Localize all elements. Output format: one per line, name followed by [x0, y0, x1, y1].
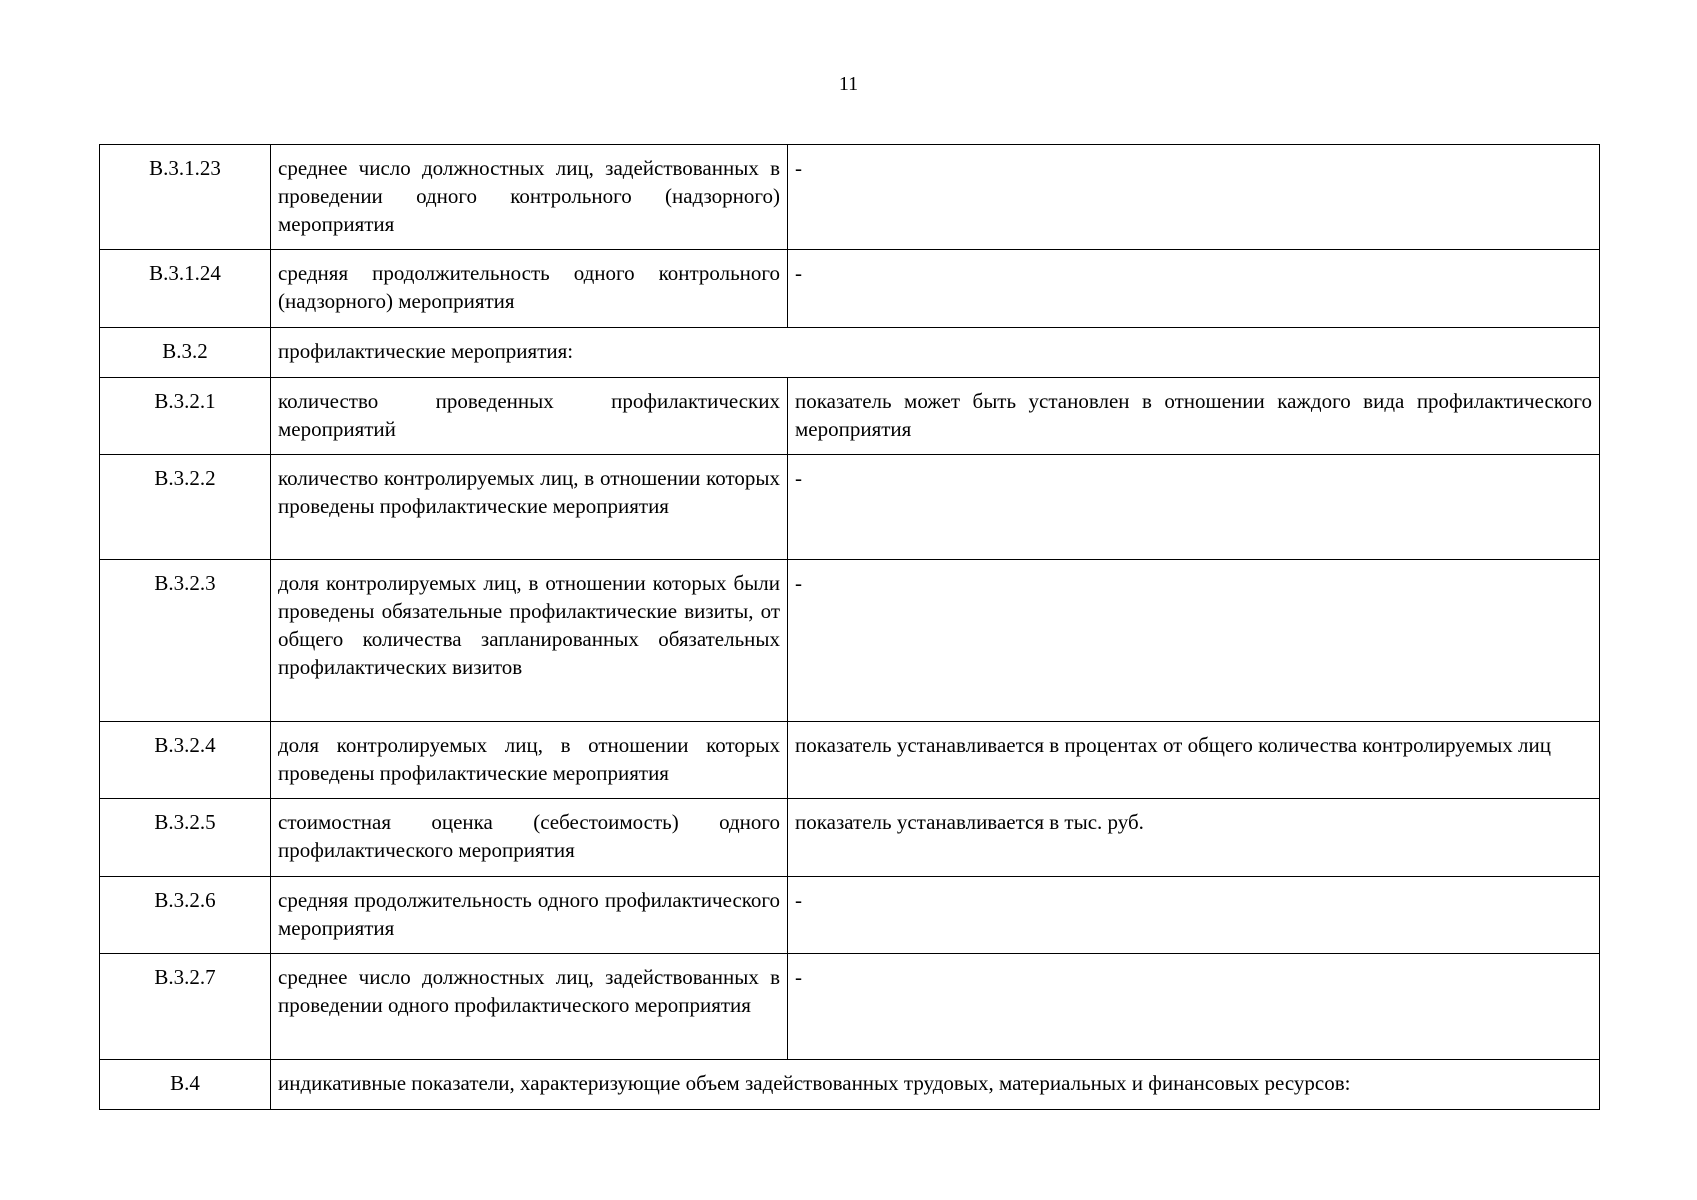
row-name: количество контролируемых лиц, в отношении которых проведены профилактические мероприятия — [271, 455, 788, 560]
row-name: средняя продолжительность одного профилактического мероприятия — [271, 877, 788, 954]
table-row — [100, 877, 1600, 954]
row-code: В.3.1.23 — [100, 145, 271, 250]
row-code: В.3.2.6 — [100, 877, 271, 954]
row-code: В.3.2.4 — [100, 722, 271, 799]
row-name: среднее число должностных лиц, задействованных в проведении одного профилактического мероприятия — [271, 954, 788, 1060]
page-number: 11 — [838, 73, 859, 95]
table-row — [100, 722, 1600, 799]
row-name: средняя продолжительность одного контрольного (надзорного) мероприятия — [271, 250, 788, 328]
row-note: - — [788, 560, 1600, 722]
row-note: показатель может быть установлен в отношении каждого вида профилактического мероприятия — [788, 378, 1600, 455]
table-row — [100, 455, 1600, 560]
row-code: В.3.2 — [100, 328, 271, 378]
table-row — [100, 250, 1600, 328]
section-heading: индикативные показатели, характеризующие объем задействованных трудовых, материальных и финансовых ресурсов: — [271, 1060, 1600, 1110]
table-row — [100, 799, 1600, 877]
row-note: показатель устанавливается в тыс. руб. — [788, 799, 1600, 877]
row-name: доля контролируемых лиц, в отношении которых проведены профилактические мероприятия — [271, 722, 788, 799]
row-note: - — [788, 455, 1600, 560]
row-code: В.3.2.2 — [100, 455, 271, 560]
row-name: стоимостная оценка (себестоимость) одного профилактического мероприятия — [271, 799, 788, 877]
table-row — [100, 560, 1600, 722]
row-name: количество проведенных профилактических мероприятий — [271, 378, 788, 455]
table-row — [100, 954, 1600, 1060]
row-name: доля контролируемых лиц, в отношении которых были проведены обязательные профилактические визиты, от общего количества запланированных обязательных профилактических визитов — [271, 560, 788, 722]
row-code: В.3.2.5 — [100, 799, 271, 877]
indicators-table — [99, 144, 1600, 1110]
table-row — [100, 145, 1600, 250]
row-note: - — [788, 250, 1600, 328]
row-note: - — [788, 145, 1600, 250]
table-row — [100, 1060, 1600, 1110]
section-heading: профилактические мероприятия: — [271, 328, 1600, 378]
table-row — [100, 378, 1600, 455]
row-code: В.3.2.1 — [100, 378, 271, 455]
row-note: - — [788, 877, 1600, 954]
row-code: В.3.1.24 — [100, 250, 271, 328]
row-note: - — [788, 954, 1600, 1060]
row-name: среднее число должностных лиц, задействованных в проведении одного контрольного (надзорного) мероприятия — [271, 145, 788, 250]
row-code: В.3.2.7 — [100, 954, 271, 1060]
row-code: В.4 — [100, 1060, 271, 1110]
table-row — [100, 328, 1600, 378]
row-note: показатель устанавливается в процентах от общего количества контролируемых лиц — [788, 722, 1600, 799]
row-code: В.3.2.3 — [100, 560, 271, 722]
